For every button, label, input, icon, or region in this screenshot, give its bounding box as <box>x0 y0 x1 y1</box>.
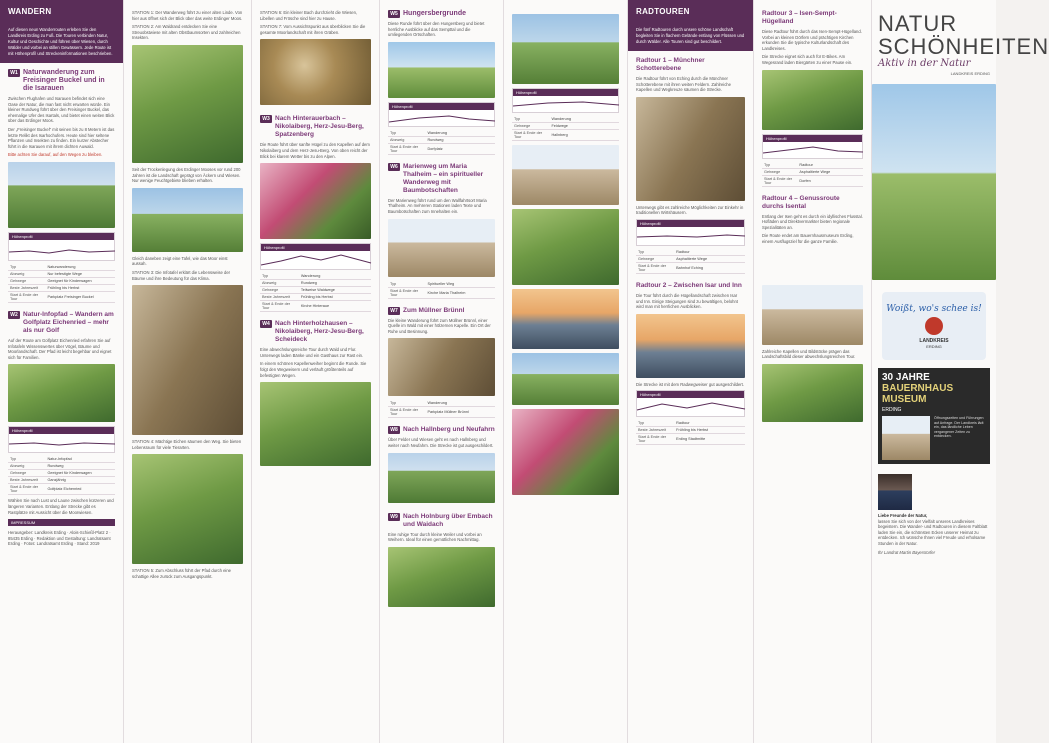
route-number: W9 <box>388 513 400 521</box>
landkreis-small-label: LANDKREIS ERDING <box>950 71 990 76</box>
church-photo <box>388 219 495 277</box>
chapel-photo <box>388 338 495 396</box>
table-value: Golfplatz Eichenried <box>45 484 115 495</box>
museum-name: BAUERNHAUS MUSEUM <box>882 383 954 405</box>
route-info-table <box>260 273 371 312</box>
route-info-table <box>388 130 495 155</box>
farmhouse-photo <box>882 416 930 460</box>
field-photo <box>132 188 243 252</box>
route-number: W3 <box>260 115 272 123</box>
route-number: W8 <box>388 426 400 434</box>
route-description: Auf der Route am Golfplatz Eichenried erfahren Sie auf Infotafeln Wissenswertes über Vögel, Bäume und Moorlandschaft. Der Pfad ist leicht begehbar und eignet sich für Familien. <box>8 337 112 360</box>
table-label: Typ <box>636 420 674 427</box>
radtour-description-2: Die Strecke eignet sich auch für E-Bikes. Am Wegesrand laden Biergärten zu einer Pause ein. <box>762 54 853 65</box>
logo-tagline: Aktiv in der Natur <box>878 58 971 69</box>
elevation-chart <box>388 102 495 127</box>
table-label: Start & Ende der Tour <box>8 291 45 302</box>
route-note: Bitte achten Sie darauf, auf den Wegen zu bleiben. <box>8 152 103 158</box>
table-value: Frühling bis Herbst <box>674 427 745 434</box>
elevation-chart <box>260 243 371 270</box>
column-wandern-intro <box>0 0 124 743</box>
route-description: Eine ruhige Tour durch kleine Weiler und vorbei an Weihern. Ideal für einen gemütlichen Nachmittag. <box>388 531 482 543</box>
column-stations-b <box>252 0 380 743</box>
table-value: Hallnberg <box>549 130 619 141</box>
route-info-table <box>762 162 863 187</box>
table-value: Rundweg <box>425 136 495 143</box>
tree-stump-photo <box>636 97 745 201</box>
route-info-table <box>388 400 495 418</box>
table-value: Radtour <box>674 249 745 256</box>
table-value: Ganzjährig <box>45 477 115 484</box>
column-radtouren-b <box>754 0 872 743</box>
table-value: Asphaltierte Wege <box>797 168 863 175</box>
route-number: W1 <box>8 69 20 77</box>
route-number: W6 <box>388 163 400 171</box>
table-label: Gehwege <box>636 255 674 262</box>
table-value: Geeignet für Kinderwagen <box>45 470 115 477</box>
table-value: Geeignet für Kinderwagen <box>45 277 115 284</box>
column-wandern-routes <box>380 0 504 743</box>
table-label: Start & Ende der Tour <box>512 130 549 141</box>
table-label: Start & Ende der Tour <box>388 407 425 418</box>
route-header-w1 <box>0 63 123 96</box>
table-value: Erding Stadtmitte <box>674 434 745 445</box>
mushroom-photo <box>260 39 371 105</box>
table-label: Typ <box>762 162 797 169</box>
table-value: Rundweg <box>45 463 115 470</box>
logo-line-1: NATUR <box>878 11 958 36</box>
elevation-line <box>637 227 745 245</box>
radtour-description-2: Unterwegs gibt es zahlreiche Möglichkeiten zur Einkehr in traditionellen Wirtshäusern. <box>636 204 744 216</box>
table-value: Radtour <box>674 420 745 427</box>
table-value: Frühling bis Herbst <box>45 284 115 291</box>
radtour-title: Radtour 4 – Genussroute durchs Isental <box>762 194 840 210</box>
table-label: Beste Jahreszeit <box>636 427 674 434</box>
route-description: Die kleine Wanderung führt zum Müllner Brünnl, einer Quelle im Wald mit einer hölzernen Kapelle. Ein Ort der Ruhe und Besinnung. <box>388 317 491 334</box>
route-description: Zwischen Flughafen und Isarauen befindet sich eine Oase der Natur, die man fast nicht erwarten würde. Ein kleiner Rundweg führt über den Freisinger Buckel, das ehemalige Ufer des Isartals, und bietet einen weiten Blick über das Erdinger Moos. <box>8 96 115 124</box>
rose-photo <box>512 409 619 495</box>
route-info-table <box>8 456 115 495</box>
route-title: Nach Hinterholzhausen – Nikolaiberg, Herz-Jesu-Berg, Scheideck <box>275 320 364 344</box>
table-value: Feldwege <box>549 123 619 130</box>
forest-photo <box>388 547 495 607</box>
table-value: Dorfplatz <box>425 143 495 154</box>
route-info-table <box>8 264 115 303</box>
table-label: Beste Jahreszeit <box>8 284 45 291</box>
logo-line-2: SCHÖNHEITEN <box>878 34 1049 59</box>
chart-label: Höhenprofil <box>763 135 862 142</box>
radtour-header-3 <box>754 0 871 29</box>
route-title: Nach Holnburg über Embach und Waidach <box>403 512 493 528</box>
radtour-title: Radtour 1 – Münchner Schotterebene <box>636 57 705 72</box>
section-band-radtouren: RADTOUREN <box>628 0 753 24</box>
route-title: Natur-Infopfad – Wandern am Golfplatz Eichenried – mehr als nur Golf <box>23 310 114 334</box>
stream-photo <box>762 364 863 422</box>
elevation-line <box>513 96 619 112</box>
table-label: Typ <box>636 249 674 256</box>
route-title: Nach Hallnberg und Neufahrn <box>403 426 495 434</box>
radtour-title: Radtour 3 – Isen-Sempt-Hügelland <box>762 10 837 25</box>
landkreis-stamp <box>882 292 986 360</box>
table-value: Nur befestigte Wege <box>45 270 115 277</box>
route-description-2: Der „Freisinger Buckel“ mit seinen bis zu 8 Metern ist das letzte Relikt des Isarhochufers. Heute sind hier seltene Pflanzen und Insekten zu finden. Ein kurzer Abstecher führt in die Isarauen mit ihrem dichten Auwald. <box>8 126 115 149</box>
greeting-block <box>878 474 990 510</box>
impressum-text: Herausgeber: Landkreis Erding · Alois-Schießl-Platz 2 · 85435 Erding · Redaktion und Gestaltung: Landratsamt Erding · Fotos: Landratsamt Erding · Stand: 2019 <box>8 530 111 547</box>
intro-text: Die fünf Radtouren durch unsere schöne Landschaft begleiten Sie in flachem Gelände entlang von Flüssen und durch Wälder. Alle Touren sind gut beschildert. <box>628 24 753 51</box>
table-label: Abzweig <box>260 280 299 287</box>
elevation-line <box>9 240 115 260</box>
route-header-w9 <box>380 507 503 532</box>
baroque-church-photo <box>762 285 863 345</box>
route-description-2: In einem schönen Kapellenweiher beginnt die Runde. Sie folgt den Wegweisern und verläuft größtenteils auf befestigten Wegen. <box>260 361 367 378</box>
route-description: Diese Runde führt über den Hungersberg und bietet herrliche Ausblicke auf das Sempttal und die umliegenden Ortschaften. <box>388 21 485 38</box>
radtour-description: Diese Radtour führt durch das Isen-Sempt-Hügelland. Vorbei an kleinen Dörfern und prächtigen Kirchen erkunden Sie die typische Kulturlandschaft des Landkreises. <box>762 29 862 51</box>
table-value: Frühling bis Herbst <box>299 294 371 301</box>
route-header-w6 <box>380 157 503 198</box>
route-header-w7 <box>380 301 503 318</box>
elevation-line <box>389 110 495 126</box>
river-sunset-photo <box>636 314 745 378</box>
section-band-wandern: WANDERN <box>0 0 123 24</box>
table-value: Rundweg <box>299 280 371 287</box>
elevation-chart <box>636 390 745 417</box>
table-value: Kirche Maria Thalheim <box>425 287 495 298</box>
elevation-chart <box>8 426 115 453</box>
route-number: W7 <box>388 307 400 315</box>
museum-years: 30 JAHRE <box>882 372 930 383</box>
elevation-line <box>9 434 115 452</box>
table-label: Typ <box>8 264 45 271</box>
station-text: STATION 7: Vom Aussichtspunkt aus überblicken Sie die gesamte Moorlandschaft mit ihren Gräben. <box>260 24 366 35</box>
table-label: Typ <box>388 400 425 407</box>
radtour-description-2: Die Route endet am Bauernhausmuseum Erding, einem Ausflugsziel für die ganze Familie. <box>762 233 854 244</box>
museum-place: ERDING <box>882 407 902 413</box>
route-description: Der Marienweg führt rund um den Wallfahrtsort Maria Thalheim. An mehreren Stationen laden Texte und Baumbotschaften zum Innehalten ein. <box>388 197 487 214</box>
radtour-header-1 <box>628 51 753 76</box>
flower-photo <box>260 163 371 239</box>
route-info-table <box>388 281 495 299</box>
station-text: STATION 5: Zum Abschluss führt der Pfad durch eine schattige Allee zurück zum Ausgangspunkt. <box>132 568 231 579</box>
radtour-description-2: Die Strecke ist mit dem Radwegweiser gut ausgeschildert. <box>636 381 744 387</box>
station-text: STATION 3: Die Infotafel erklärt die Lebensweise der Bäume und ihre Bedeutung für das Klima. <box>132 269 231 281</box>
table-value: Wanderung <box>299 273 371 280</box>
radtour-description: Die Radtour führt von Eching durch die Münchner Schotterebene mit ihren weiten Feldern. Zahlreiche Kapellen und Wegkreuze säumen die Strecke. <box>636 76 731 93</box>
elevation-line <box>637 398 745 416</box>
elevation-chart <box>762 134 863 159</box>
chart-label: Höhenprofil <box>9 427 114 434</box>
route-header-w2 <box>0 305 123 338</box>
route-header-w3 <box>252 109 379 142</box>
intro-text: Auf diesen neun Wanderrouten erleben Sie den Landkreis Erding zu Fuß. Die Touren verbinden Natur, Kultur und Geschichte und führen über Wiesen, durch Wälder und vorbei an stillen Gewässern. Jede Route ist mit Höhenprofil und Streckeninformationen beschrieben. <box>0 24 123 63</box>
table-label: Gehwege <box>512 123 549 130</box>
church-photo <box>512 145 619 205</box>
table-label: Start & Ende der Tour <box>388 287 425 298</box>
table-label: Typ <box>8 456 45 463</box>
table-value: Spiritueller Weg <box>425 281 495 288</box>
table-label: Abzweig <box>8 270 45 277</box>
stamp-slogan: Woißt, wo's schee is! <box>886 303 982 314</box>
table-value: Dorfen <box>797 175 863 186</box>
route-title: Naturwanderung zum Freisinger Buckel und in die Isarauen <box>23 69 105 92</box>
lake-photo <box>512 289 619 349</box>
stamp-name: LANDKREIS <box>919 337 949 344</box>
radtour-description: Entlang der Isen geht es durch ein idyllisches Flusstal. Hofläden und Direktvermarkter bieten regionale Spezialitäten an. <box>762 213 863 230</box>
meadow-photo <box>388 453 495 503</box>
route-info-table <box>512 116 619 141</box>
radtour-description-3: Zahlreiche Kapellen und Bildstöcke prägen das Landschaftsbild dieser abwechslungsreichen Tour. <box>762 348 856 360</box>
landscape-photo <box>8 162 115 228</box>
table-value: Radtour <box>797 162 863 169</box>
greeting-text: lassen Sie sich von der Vielfalt unseres Landkreises begeistern. Die Wander- und Radtouren in diesem Faltblatt laden Sie ein, die schönsten Ecken unserer Heimat zu entdecken. Ich wünsche Ihnen viel Freude und erholsame Stunden in der Natur. <box>878 518 988 546</box>
table-label: Gehwege <box>260 287 299 294</box>
table-value: Asphaltierte Wege <box>674 255 745 262</box>
station-text: Seit der Trockenlegung des Erdinger Mooses vor rund 200 Jahren ist die Landschaft geprägt von Äckern und Wiesen. Nur wenige Feuchtgebiete blieben erhalten. <box>132 166 241 184</box>
route-title: Nach Hinterauerbach – Nikolaiberg, Herz-Jesu-Berg, Spatzenberg <box>275 115 364 139</box>
table-value: Natur-Infopfad <box>45 456 115 463</box>
station-text: STATION 1: Der Wanderweg führt zu einer alten Linde. Von hier aus öffnet sich der Blick über das weite Erdinger Moos. <box>132 10 243 21</box>
station-text: STATION 4: Mächtige Eichen säumen den Weg. Sie bieten Lebensraum für viele Tierarten. <box>132 439 242 450</box>
table-value: Parkplatz Freisinger Buckel <box>45 291 115 302</box>
table-label: Beste Jahreszeit <box>8 477 45 484</box>
table-value: Wanderung <box>425 400 495 407</box>
elevation-chart <box>512 88 619 113</box>
table-label: Typ <box>388 130 425 137</box>
greeting-signature: Ihr Landrat Martin Bayerstorfer <box>878 549 936 555</box>
station-text: STATION 6: Ein kleiner Bach durchzieht die Wiesen, Libellen und Frösche sind hier zu Hause. <box>260 10 358 21</box>
berries-photo <box>260 382 371 466</box>
elevation-chart <box>636 219 745 246</box>
brand-logo <box>872 0 1049 76</box>
radtour-title: Radtour 2 – Zwischen Isar und Inn <box>636 281 742 289</box>
route-number: W2 <box>8 311 20 319</box>
table-label: Start & Ende der Tour <box>8 484 45 495</box>
column-stations-a <box>124 0 252 743</box>
table-label: Start & Ende der Tour <box>388 143 425 154</box>
museum-text: Öffnungszeiten und Führungen auf Anfrage. Der Landkreis lädt ein, das ländliche Leben vergangener Zeiten zu entdecken. <box>934 416 984 439</box>
route-description: Über Felder und Wiesen geht es nach Hallnberg und weiter nach Neufahrn. Die Strecke ist gut ausgeschildert. <box>388 437 494 448</box>
table-value: Wanderung <box>549 116 619 123</box>
radtour-header-4 <box>754 189 871 214</box>
table-label: Abzweig <box>8 463 45 470</box>
route-header-w5 <box>380 0 503 21</box>
chart-label: Höhenprofil <box>9 233 114 240</box>
station-text: Gleich daneben zeigt eine Tafel, wie das Moor einst aussah. <box>132 255 228 267</box>
table-value: Wanderung <box>425 130 495 137</box>
river-landscape-photo <box>872 84 996 280</box>
route-title: Marienweg um Maria Thalheim – ein spiritueller Wanderweg mit Baumbotschaften <box>403 162 484 194</box>
cyclists-photo <box>762 70 863 130</box>
coat-of-arms-icon <box>925 317 943 335</box>
table-label: Gehwege <box>8 277 45 284</box>
route-header-w4 <box>252 314 379 347</box>
route-info-table <box>636 420 745 445</box>
table-value: Bahnhof Eching <box>674 262 745 273</box>
route-header-w8 <box>380 420 503 437</box>
radtour-description: Die Tour führt durch die Hügellandschaft zwischen Isar und Inn. Einige Steigungen sind zu bewältigen, belohnt wird man mit herrlichen Ausblicken. <box>636 292 738 310</box>
table-value: Kirche Hinteraue <box>299 301 371 312</box>
radtour-header-2 <box>628 276 753 293</box>
elevation-chart <box>8 232 115 261</box>
chart-label: Höhenprofil <box>389 103 494 110</box>
greeting-heading: Liebe Freunde der Natur, <box>878 513 928 518</box>
chart-label: Höhenprofil <box>513 89 618 96</box>
tree-bark-photo <box>132 285 243 435</box>
elevation-line <box>763 142 863 158</box>
field-photo <box>512 353 619 405</box>
table-label: Start & Ende der Tour <box>636 434 674 445</box>
impressum-heading: IMPRESSUM <box>8 519 115 526</box>
route-title: Zum Müllner Brünnl <box>403 306 465 314</box>
route-title: Hungersbergrunde <box>403 10 467 17</box>
table-label: Start & Ende der Tour <box>762 175 797 186</box>
table-value: Naturwanderung <box>45 264 115 271</box>
tree-photo <box>132 45 243 163</box>
table-label: Typ <box>260 273 299 280</box>
column-stations-c <box>504 0 628 743</box>
chart-label: Höhenprofil <box>261 244 370 251</box>
route-description-2: Wählen Sie nach Lust und Laune zwischen kürzeren und längeren Varianten. Entlang der Strecke gibt es Rastplätze mit Aussicht über die Moorwiesen. <box>8 498 114 515</box>
route-number: W4 <box>260 320 272 328</box>
politician-portrait <box>878 474 912 510</box>
stamp-name-2: ERDING <box>926 343 942 349</box>
table-value: Parkplatz Müllner Brünnl <box>425 407 495 418</box>
forest-hut-photo <box>512 209 619 285</box>
pasture-photo <box>512 14 619 84</box>
table-label: Start & Ende der Tour <box>260 301 299 312</box>
museum-ad <box>878 368 990 464</box>
table-label: Typ <box>512 116 549 123</box>
column-radtouren-a <box>628 0 754 743</box>
table-label: Typ <box>388 281 425 288</box>
alley-photo <box>132 454 243 564</box>
station-text: STATION 2: Am Waldrand entdecken Sie eine Streuobstwiese mit alten Obstbaumsorten und zahlreichen Insekten. <box>132 24 241 41</box>
chart-label: Höhenprofil <box>637 391 744 398</box>
column-cover <box>872 0 1049 743</box>
table-label: Start & Ende der Tour <box>636 262 674 273</box>
table-label: Gehwege <box>8 470 45 477</box>
route-info-table <box>636 249 745 274</box>
elevation-line <box>261 251 371 269</box>
route-description: Die Route führt über sanfte Hügel zu den Kapellen auf dem Nikolaiberg und dem Herz-Jesu-Berg. Von oben reicht der Blick bei klarem Wetter bis zu den Alpen. <box>260 142 370 159</box>
table-label: Abzweig <box>388 136 425 143</box>
chart-label: Höhenprofil <box>637 220 744 227</box>
meadow-photo <box>8 364 115 422</box>
route-number: W5 <box>388 10 400 18</box>
table-value: Teilweise Waldwege <box>299 287 371 294</box>
table-label: Gehwege <box>762 168 797 175</box>
village-photo <box>388 42 495 98</box>
table-label: Beste Jahreszeit <box>260 294 299 301</box>
route-description: Eine abwechslungsreiche Tour durch Wald und Flur. Unterwegs laden Bänke und ein Gasthaus zur Rast ein. <box>260 347 364 358</box>
